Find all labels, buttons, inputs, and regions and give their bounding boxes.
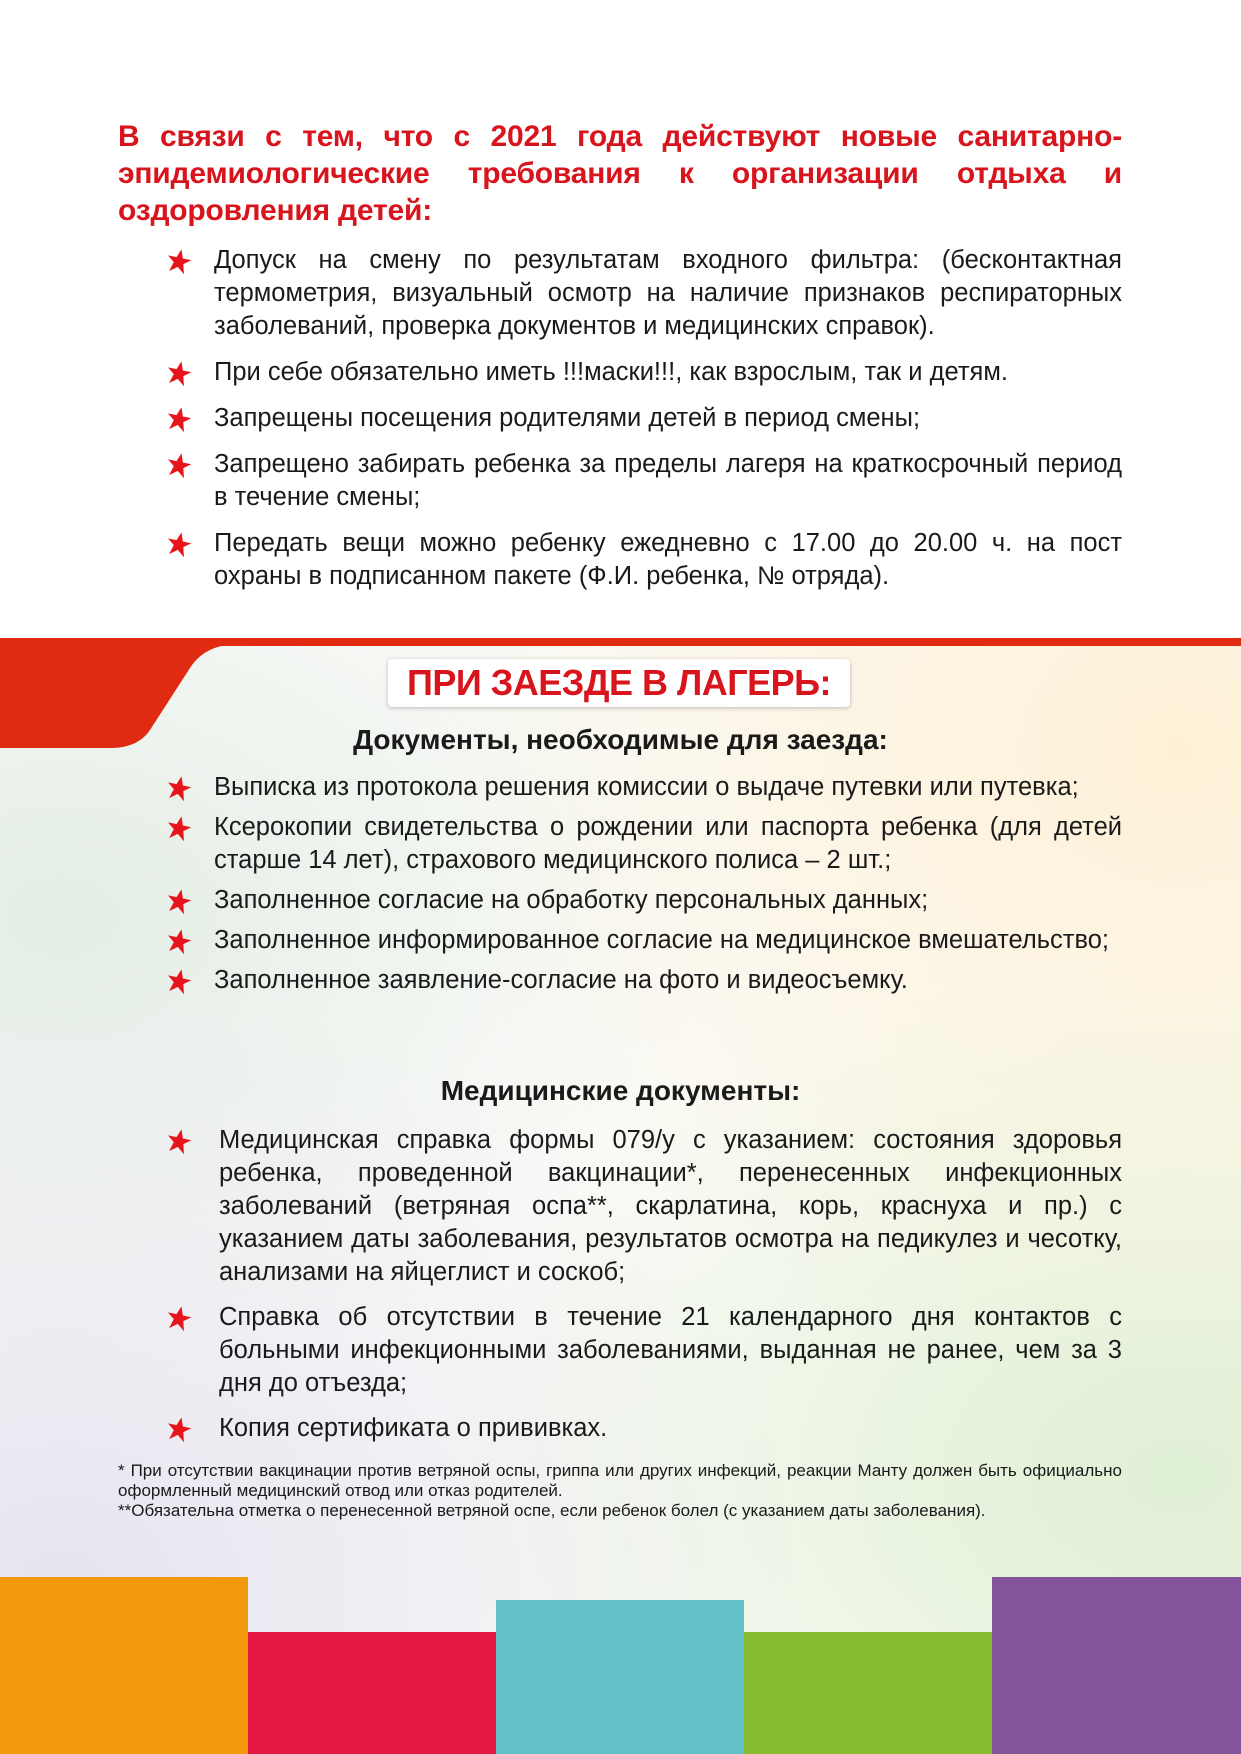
red-star-icon: [166, 1128, 192, 1154]
red-star-icon: [166, 248, 192, 274]
red-star-icon: [166, 968, 192, 994]
red-star-icon: [166, 1416, 192, 1442]
documents-list: [214, 771, 1122, 1004]
list-item: [214, 771, 1122, 804]
list-item: [219, 1124, 1122, 1289]
red-star-icon: [166, 775, 192, 801]
medical-documents-list: [219, 1124, 1122, 1457]
list-item: [214, 356, 1122, 389]
item-text: Допуск на смену по результатам входного фильтра: (бесконтактная термометрия, визуальный осмотр на наличие признаков респираторных заболеваний, проверка документов и медицинских справок).: [214, 246, 1122, 340]
list-item: [214, 924, 1122, 957]
list-item: [214, 964, 1122, 997]
arrival-banner-text: ПРИ ЗАЕЗДЕ В ЛАГЕРЬ:: [406, 662, 832, 703]
red-star-icon: [166, 406, 192, 432]
red-star-icon: [166, 928, 192, 954]
list-item: [214, 402, 1122, 435]
item-text: Выписка из протокола решения комиссии о выдаче путевки или путевка;: [214, 773, 1079, 801]
item-text: При себе обязательно иметь !!!маски!!!, как взрослым, так и детям.: [214, 358, 1008, 386]
item-text: Запрещены посещения родителями детей в период смены;: [214, 404, 921, 432]
footnotes: [118, 1461, 1122, 1521]
item-text: Медицинская справка формы 079/у с указанием: состояния здоровья ребенка, проведенной вакцинации*, перенесенных инфекционных заболеваний (ветряная оспа**, скарлатина, корь, краснуха и пр.) с указанием даты заболевания, результатов осмотра на педикулез и чесотку, анализами на яйцеглист и соскоб;: [219, 1126, 1122, 1286]
item-text: Заполненное заявление-согласие на фото и видеосъемку.: [214, 966, 908, 994]
red-star-icon: [166, 531, 192, 557]
item-text: Передать вещи можно ребенку ежедневно с 17.00 до 20.00 ч. на пост охраны в подписанном пакете (Ф.И. ребенка, № отряда).: [214, 529, 1122, 590]
footnote: **Обязательна отметка о перенесенной ветряной оспе, если ребенок болел (с указанием даты заболевания).: [118, 1501, 986, 1520]
item-text: Копия сертификата о прививках.: [219, 1414, 608, 1442]
list-item: [214, 527, 1122, 593]
item-text: Ксерокопии свидетельства о рождении или паспорта ребенка (для детей старше 14 лет), страхового медицинского полиса – 2 шт.;: [214, 813, 1122, 874]
red-star-icon: [166, 815, 192, 841]
item-text: Справка об отсутствии в течение 21 календарного дня контактов с больными инфекционными заболеваниями, выданная не ранее, чем за 3 дня до отъезда;: [219, 1303, 1122, 1397]
arrival-banner: [388, 659, 850, 707]
list-item: [214, 884, 1122, 917]
list-item: [214, 244, 1122, 343]
list-item: [219, 1301, 1122, 1400]
list-item: [219, 1412, 1122, 1445]
documents-heading: Документы, необходимые для заезда:: [353, 724, 888, 755]
footnote: * При отсутствии вакцинации против ветряной оспы, гриппа или других инфекций, реакции Манту должен быть официально оформленный медицинский отвод или отказ родителей.: [118, 1461, 1122, 1500]
red-star-icon: [166, 452, 192, 478]
item-text: Заполненное информированное согласие на медицинское вмешательство;: [214, 926, 1110, 954]
list-item: [214, 448, 1122, 514]
intro-heading: В связи с тем, что с 2021 года действуют новые санитарно-эпидемиологические требования к организации отдыха и оздоровления детей:: [118, 120, 1122, 227]
item-text: Заполненное согласие на обработку персональных данных;: [214, 886, 929, 914]
item-text: Запрещено забирать ребенка за пределы лагеря на краткосрочный период в течение смены;: [214, 450, 1122, 511]
medical-heading: Медицинские документы:: [440, 1075, 801, 1106]
list-item: [214, 811, 1122, 877]
red-star-icon: [166, 888, 192, 914]
red-star-icon: [166, 360, 192, 386]
intro-requirements-list: [214, 244, 1122, 606]
red-star-icon: [166, 1305, 192, 1331]
